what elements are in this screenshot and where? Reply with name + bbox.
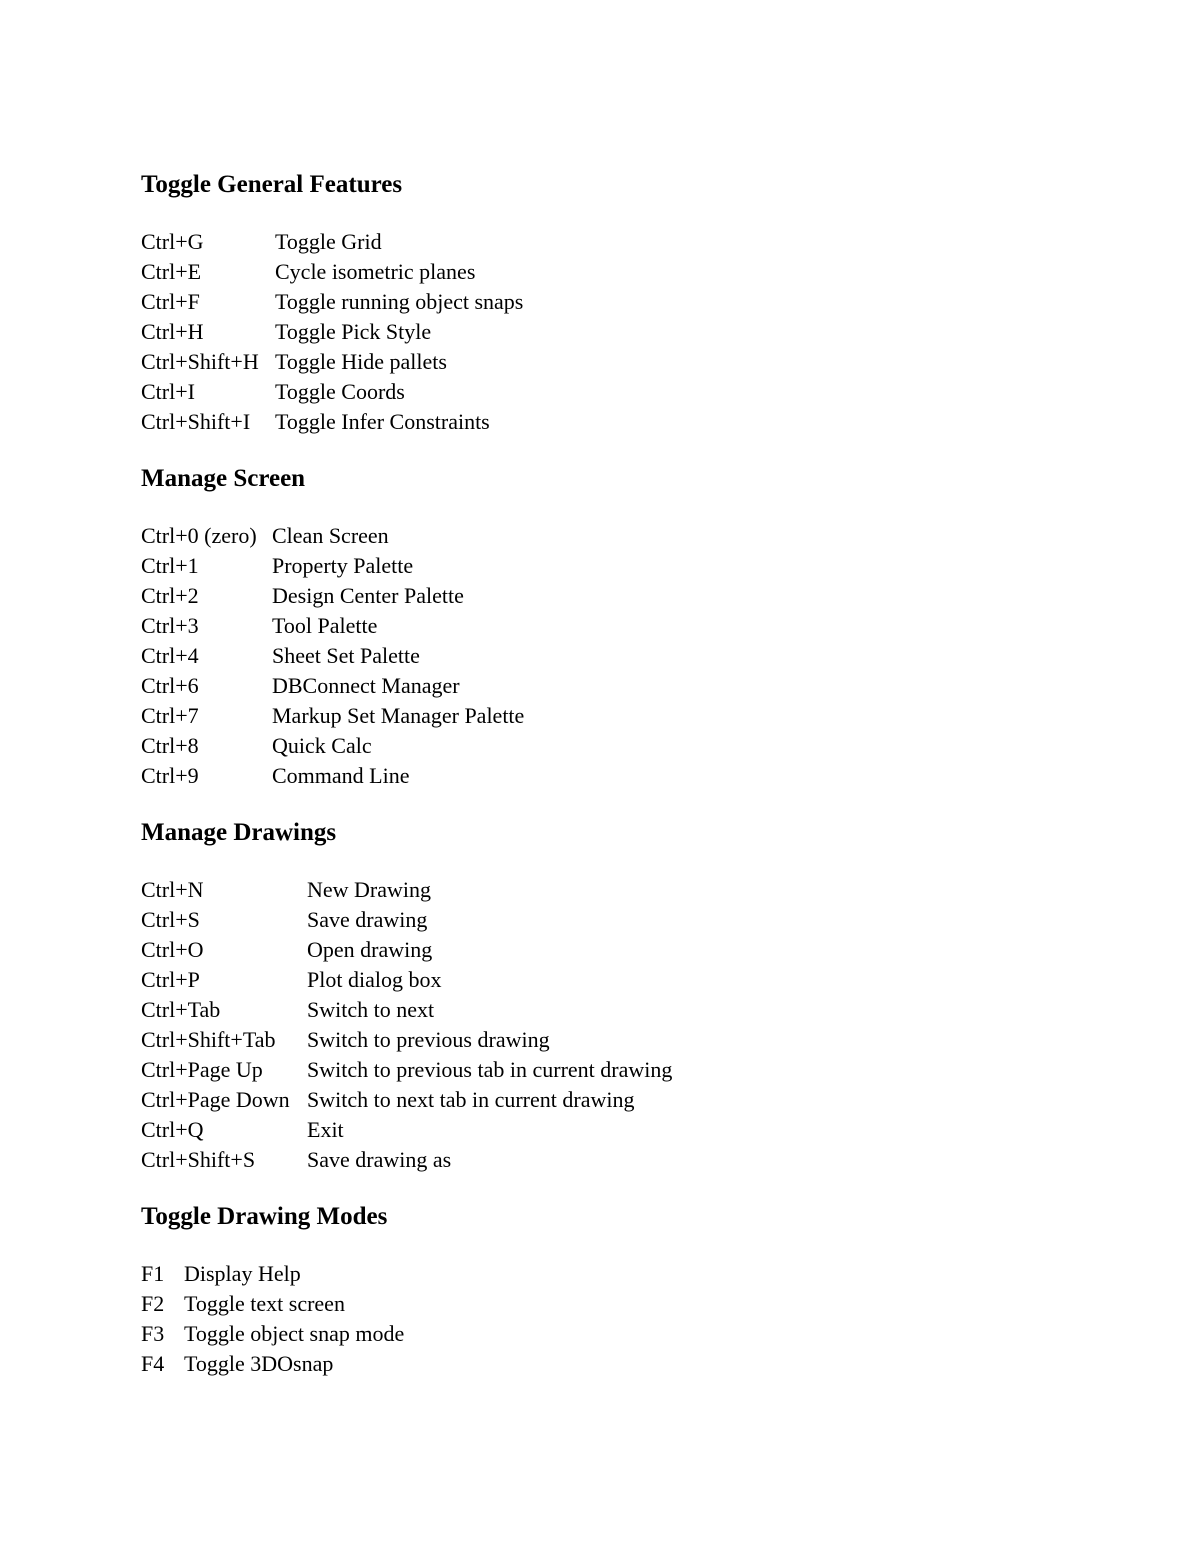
shortcut-row [141, 1319, 1121, 1349]
section-manage-screen [141, 464, 1121, 791]
shortcut-row [141, 551, 1121, 581]
shortcut-list [141, 1259, 1121, 1379]
shortcut-key: Ctrl+Shift+Tab [141, 1027, 276, 1052]
shortcut-row [141, 995, 1121, 1025]
shortcut-key: Ctrl+Page Down [141, 1087, 290, 1112]
shortcut-action: Toggle text screen [184, 1291, 345, 1316]
shortcut-row [141, 317, 1121, 347]
shortcut-key: F2 [141, 1291, 165, 1316]
shortcut-key: Ctrl+Shift+S [141, 1147, 256, 1172]
section-toggle-general-features [141, 170, 1121, 437]
shortcut-action: Save drawing [307, 907, 428, 932]
shortcut-row [141, 671, 1121, 701]
shortcut-key: Ctrl+1 [141, 553, 199, 578]
shortcut-key: F3 [141, 1321, 165, 1346]
shortcut-row [141, 965, 1121, 995]
shortcut-row [141, 227, 1121, 257]
shortcut-row [141, 407, 1121, 437]
shortcut-key: Ctrl+E [141, 259, 202, 284]
shortcut-action: Tool Palette [272, 613, 378, 638]
section-title: Toggle General Features [141, 171, 403, 198]
shortcut-row [141, 377, 1121, 407]
shortcut-action: Property Palette [272, 553, 414, 578]
shortcut-row [141, 1259, 1121, 1289]
shortcut-row [141, 581, 1121, 611]
shortcut-row [141, 1289, 1121, 1319]
section-title: Manage Drawings [141, 819, 337, 846]
shortcut-row [141, 935, 1121, 965]
shortcut-key: Ctrl+F [141, 289, 200, 314]
shortcut-action: Display Help [184, 1261, 301, 1286]
shortcut-row [141, 875, 1121, 905]
section-manage-drawings [141, 818, 1121, 1175]
shortcut-row [141, 1025, 1121, 1055]
section-toggle-drawing-modes [141, 1202, 1121, 1379]
shortcut-key: Ctrl+8 [141, 733, 199, 758]
shortcut-key: Ctrl+4 [141, 643, 199, 668]
shortcut-action: Switch to next tab in current drawing [307, 1087, 635, 1112]
shortcut-action: Toggle object snap mode [184, 1321, 405, 1346]
shortcut-row [141, 701, 1121, 731]
section-title: Toggle Drawing Modes [141, 1203, 388, 1230]
shortcut-action: Toggle Coords [275, 379, 405, 404]
shortcut-key: Ctrl+N [141, 877, 204, 902]
shortcut-action: Switch to previous drawing [307, 1027, 550, 1052]
section-title: Manage Screen [141, 465, 306, 492]
shortcut-key: Ctrl+2 [141, 583, 199, 608]
shortcut-key: Ctrl+7 [141, 703, 199, 728]
shortcut-key: Ctrl+6 [141, 673, 199, 698]
shortcut-row [141, 1115, 1121, 1145]
shortcut-action: Exit [307, 1117, 344, 1142]
shortcut-action: Markup Set Manager Palette [272, 703, 525, 728]
shortcut-key: Ctrl+3 [141, 613, 199, 638]
document-page [141, 170, 1121, 1406]
shortcut-row [141, 1085, 1121, 1115]
shortcut-key: Ctrl+Shift+H [141, 349, 259, 374]
shortcut-key: Ctrl+0 (zero) [141, 523, 257, 548]
shortcut-key: Ctrl+Page Up [141, 1057, 263, 1082]
shortcut-action: Clean Screen [272, 523, 389, 548]
shortcut-row [141, 611, 1121, 641]
shortcut-row [141, 641, 1121, 671]
shortcut-row [141, 761, 1121, 791]
shortcut-action: Toggle Hide pallets [275, 349, 447, 374]
shortcut-key: F4 [141, 1351, 165, 1376]
shortcut-action: Toggle 3DOsnap [184, 1351, 334, 1376]
shortcut-key: Ctrl+S [141, 907, 200, 932]
shortcut-action: Toggle Infer Constraints [275, 409, 490, 434]
shortcut-row [141, 257, 1121, 287]
shortcut-list [141, 227, 1121, 437]
shortcut-key: Ctrl+9 [141, 763, 199, 788]
shortcut-row [141, 1349, 1121, 1379]
shortcut-row [141, 521, 1121, 551]
shortcut-action: Toggle running object snaps [275, 289, 524, 314]
shortcut-row [141, 731, 1121, 761]
shortcut-action: Open drawing [307, 937, 433, 962]
shortcut-key: Ctrl+Shift+I [141, 409, 251, 434]
shortcut-key: Ctrl+Q [141, 1117, 204, 1142]
shortcut-action: Toggle Grid [275, 229, 382, 254]
shortcut-action: Plot dialog box [307, 967, 442, 992]
shortcut-action: Save drawing as [307, 1147, 452, 1172]
shortcut-action: Design Center Palette [272, 583, 464, 608]
shortcut-action: Sheet Set Palette [272, 643, 420, 668]
shortcut-action: DBConnect Manager [272, 673, 460, 698]
shortcut-list [141, 875, 1121, 1175]
shortcut-action: New Drawing [307, 877, 432, 902]
shortcut-action: Switch to next [307, 997, 435, 1022]
shortcut-key: Ctrl+G [141, 229, 204, 254]
shortcut-row [141, 287, 1121, 317]
shortcut-row [141, 1055, 1121, 1085]
shortcut-action: Quick Calc [272, 733, 372, 758]
shortcut-list [141, 521, 1121, 791]
shortcut-action: Command Line [272, 763, 410, 788]
shortcut-action: Switch to previous tab in current drawing [307, 1057, 673, 1082]
shortcut-key: Ctrl+I [141, 379, 195, 404]
shortcut-row [141, 347, 1121, 377]
shortcut-action: Toggle Pick Style [275, 319, 432, 344]
shortcut-row [141, 905, 1121, 935]
shortcut-key: Ctrl+P [141, 967, 200, 992]
shortcut-key: Ctrl+Tab [141, 997, 221, 1022]
shortcut-key: Ctrl+H [141, 319, 204, 344]
shortcut-key: Ctrl+O [141, 937, 204, 962]
shortcut-action: Cycle isometric planes [275, 259, 476, 284]
shortcut-row [141, 1145, 1121, 1175]
shortcut-key: F1 [141, 1261, 165, 1286]
